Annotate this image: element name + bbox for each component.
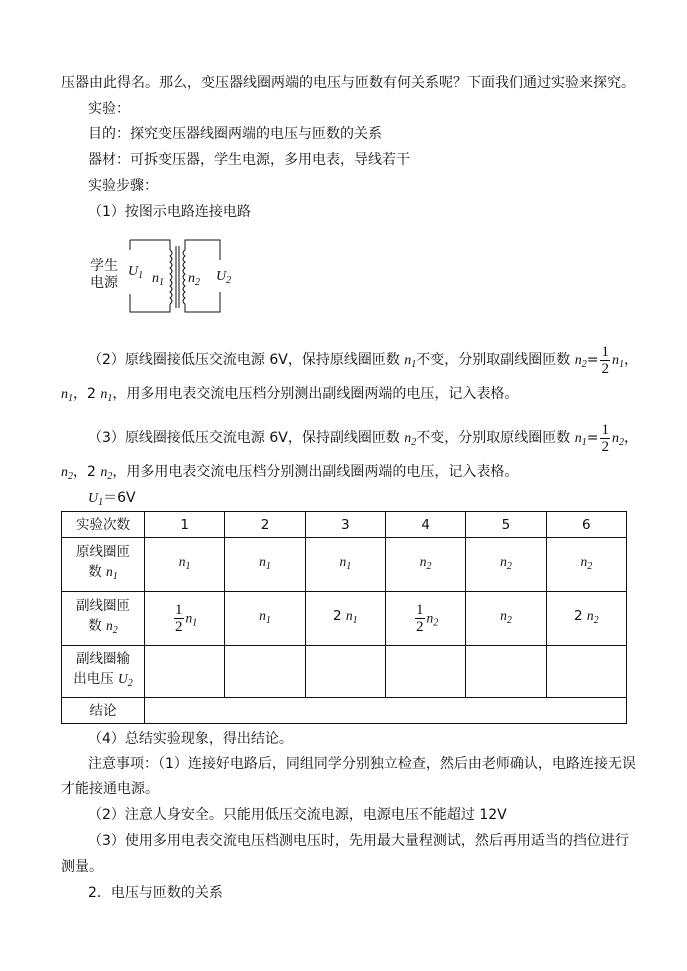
step2-line1: （2）原线圈接低压交流电源 6V，保持原线圈匝数 $n_1$不变，分别取副线圈匝数 $n_2=$ $\frac{1}{2}$ $n_1$， xyxy=(88,343,638,377)
primary-cell: $n_2$ xyxy=(466,538,546,592)
intro-line: 压器由此得名。那么，变压器线圈两端的电压与匝数有何关系呢？下面我们通过实验来探究。 xyxy=(61,75,635,91)
step3-line1: （3）原线圈接低压交流电源 6V，保持副线圈匝数 $n_2$不变，分别取原线圈匝数 $n_1=$ $\frac{1}{2}$ $n_2$， xyxy=(88,421,638,455)
experiment-heading: 实验： xyxy=(88,101,130,117)
purpose-text: 目的：探究变压器线圈两端的电压与匝数的关系 xyxy=(88,126,382,142)
step1-text: （1）按图示电路连接电路 xyxy=(88,204,251,220)
note1-line2: 才能接通电源。 xyxy=(61,781,159,797)
output-cell xyxy=(546,646,626,698)
secondary-cell: $\frac{1}{2}$ $n_2$ xyxy=(385,592,465,646)
secondary-bottom-wire xyxy=(185,292,220,312)
trial-1: 1 xyxy=(145,512,225,538)
primary-label: 原线圈匝 数 $n_1$ xyxy=(62,538,145,592)
output-cell xyxy=(225,646,305,698)
trial-3: 3 xyxy=(305,512,385,538)
primary-coil xyxy=(170,250,172,304)
trial-5: 5 xyxy=(466,512,546,538)
secondary-cell: 2 $n_2$ xyxy=(546,592,626,646)
section2-heading: 2．电压与匝数的关系 xyxy=(88,885,223,901)
output-cell xyxy=(305,646,385,698)
secondary-row xyxy=(62,592,627,646)
conclusion-row xyxy=(62,698,627,724)
primary-top-wire xyxy=(130,240,170,250)
secondary-cell: $n_1$ xyxy=(225,592,305,646)
secondary-cell: $\frac{1}{2}$ $n_1$ xyxy=(145,592,225,646)
output-label: 副线圈输 出电压 $U_2$ xyxy=(62,646,145,698)
transformer-circuit-diagram xyxy=(88,232,258,320)
experiment-table xyxy=(61,511,627,724)
u1-label: $U_1$ xyxy=(128,264,144,281)
output-cell xyxy=(385,646,465,698)
step3-fraction: $\frac{1}{2}$ xyxy=(601,421,609,455)
secondary-cell: $n_2$ xyxy=(466,592,546,646)
note3-line1: （3）使用多用电表交流电压档测电压时，先用最大量程测试，然后再用适当的挡位进行 xyxy=(88,833,629,849)
conclusion-cell xyxy=(145,698,627,724)
equipment-text: 器材：可拆变压器，学生电源，多用电表，导线若干 xyxy=(88,152,410,168)
conclusion-label: 结论 xyxy=(62,698,145,724)
u1-value: $U_1=6V$ xyxy=(88,490,136,508)
step4-text: （4）总结实验现象，得出结论。 xyxy=(88,731,293,747)
n1-label: $n_1$ xyxy=(152,271,164,288)
source-label-1: 学生 xyxy=(90,258,118,274)
source-label-2: 电源 xyxy=(90,275,118,291)
step2-fraction: $\frac{1}{2}$ xyxy=(601,343,609,377)
secondary-coil xyxy=(183,250,185,304)
secondary-top-wire xyxy=(185,240,220,260)
note2-text: （2）注意人身安全。只能用低压交流电源，电源电压不能超过 12V xyxy=(88,807,507,823)
note1-line1: 注意事项：（1）连接好电路后，同组同学分别独立检查，然后由老师确认，电路连接无误 xyxy=(88,756,636,772)
note3-line2: 测量。 xyxy=(61,859,103,875)
primary-cell: $n_2$ xyxy=(385,538,465,592)
secondary-label: 副线圈匝 数 $n_2$ xyxy=(62,592,145,646)
output-cell xyxy=(145,646,225,698)
trial-6: 6 xyxy=(546,512,626,538)
step2-line2: $n_1$，2 $n_1$，用多用电表交流电压档分别测出副线圈两端的电压，记入表格。 xyxy=(61,386,519,404)
trial-2: 2 xyxy=(225,512,305,538)
primary-cell: $n_1$ xyxy=(305,538,385,592)
primary-cell: $n_1$ xyxy=(145,538,225,592)
primary-row xyxy=(62,538,627,592)
steps-heading: 实验步骤： xyxy=(88,178,158,194)
u2-label: $U_2$ xyxy=(216,269,232,286)
secondary-cell: 2 $n_1$ xyxy=(305,592,385,646)
primary-cell: $n_2$ xyxy=(546,538,626,592)
table-header-row xyxy=(62,512,627,538)
primary-cell: $n_1$ xyxy=(225,538,305,592)
n2-label: $n_2$ xyxy=(188,271,200,288)
step3-line2: $n_2$，2 $n_2$，用多用电表交流电压档分别测出副线圈两端的电压，记入表格。 xyxy=(61,464,519,482)
output-row xyxy=(62,646,627,698)
header-label: 实验次数 xyxy=(62,512,145,538)
output-cell xyxy=(466,646,546,698)
trial-4: 4 xyxy=(385,512,465,538)
